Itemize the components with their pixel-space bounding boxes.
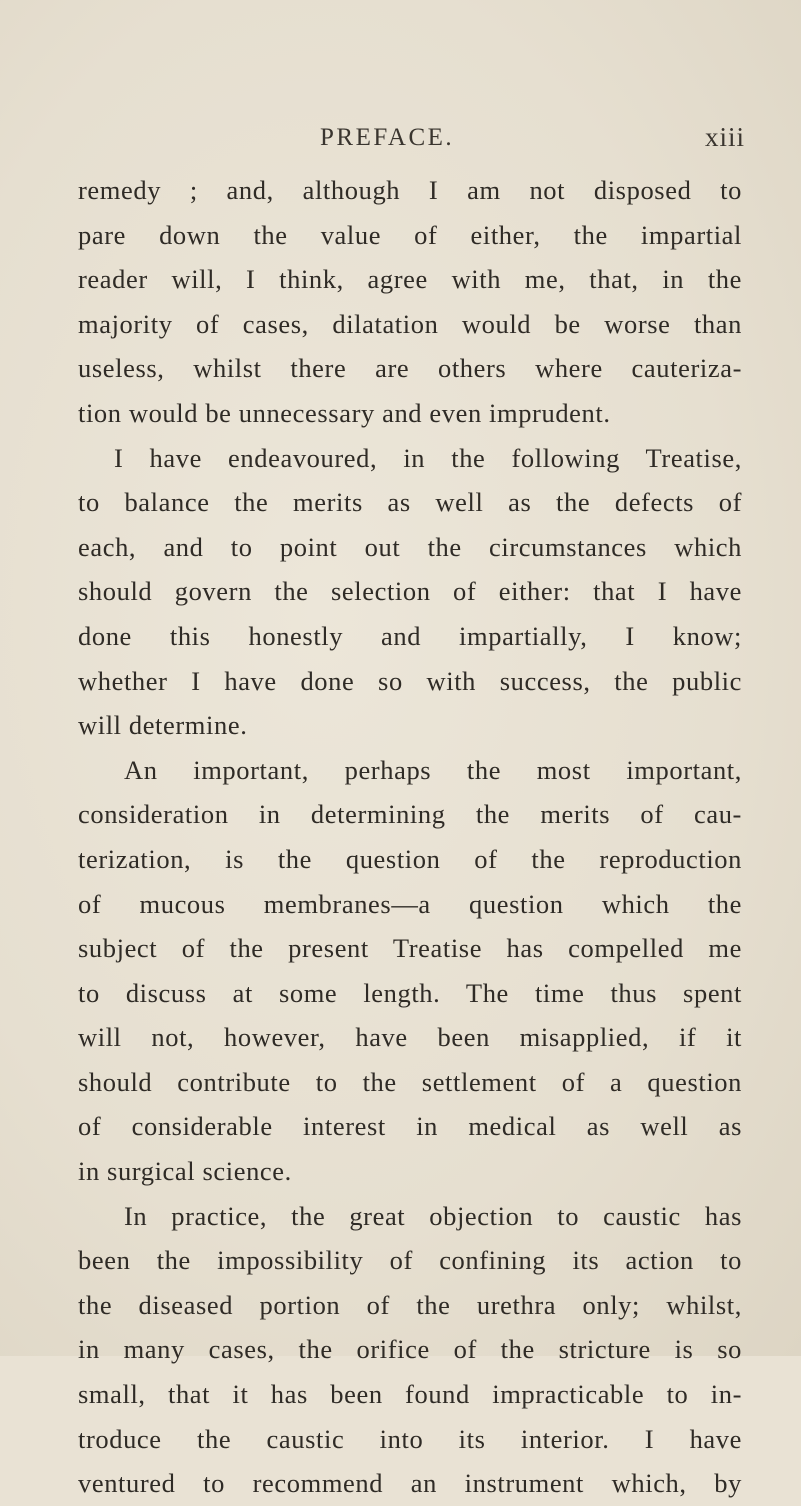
text-line: in many cases, the orifice of the stricture is so bbox=[78, 1334, 742, 1365]
text-line: the diseased portion of the urethra only; whilst, bbox=[78, 1289, 742, 1320]
running-head bbox=[0, 118, 801, 158]
text-line: consideration in determining the merits of cau- bbox=[78, 799, 742, 830]
text-line: subject of the present Treatise has compelled me bbox=[78, 933, 742, 964]
text-line: should govern the selection of either: that I have bbox=[78, 576, 742, 607]
text-line: should contribute to the settlement of a question bbox=[78, 1066, 742, 1097]
text-line: of mucous membranes—a question which the bbox=[78, 888, 742, 919]
text-line: will determine. bbox=[78, 710, 248, 741]
text-line: done this honestly and impartially, I know; bbox=[78, 620, 742, 651]
text-line: will not, however, have been misapplied, if it bbox=[78, 1022, 742, 1053]
body-text bbox=[78, 168, 742, 1506]
page-number: xiii bbox=[705, 122, 746, 152]
text-line: in surgical science. bbox=[78, 1156, 292, 1187]
text-line: reader will, I think, agree with me, that, in the bbox=[78, 264, 742, 295]
text-line: majority of cases, dilatation would be worse than bbox=[78, 308, 742, 339]
text-line: to discuss at some length. The time thus spent bbox=[78, 977, 742, 1008]
text-line: An important, perhaps the most important, bbox=[124, 754, 742, 785]
text-line: I have endeavoured, in the following Treatise, bbox=[114, 442, 742, 473]
running-title: PREFACE. bbox=[320, 124, 455, 151]
text-line: small, that it has been found impracticable to in- bbox=[78, 1379, 742, 1410]
text-line: tion would be unnecessary and even imprudent. bbox=[78, 397, 611, 428]
text-line: ventured to recommend an instrument which, by bbox=[78, 1468, 742, 1499]
text-line: In practice, the great objection to caustic has bbox=[124, 1200, 742, 1231]
text-line: to balance the merits as well as the defects of bbox=[78, 487, 742, 518]
text-line: of considerable interest in medical as well as bbox=[78, 1111, 742, 1142]
text-line: pare down the value of either, the impartial bbox=[78, 219, 742, 250]
text-line: each, and to point out the circumstances which bbox=[78, 531, 742, 562]
text-line: useless, whilst there are others where cauteriza- bbox=[78, 353, 742, 384]
text-line: troduce the caustic into its interior. I have bbox=[78, 1423, 742, 1454]
text-line: terization, is the question of the reproduction bbox=[78, 843, 742, 874]
text-line: whether I have done so with success, the public bbox=[78, 665, 742, 696]
text-line: been the impossibility of confining its action to bbox=[78, 1245, 742, 1276]
text-line: remedy ; and, although I am not disposed to bbox=[78, 175, 742, 205]
